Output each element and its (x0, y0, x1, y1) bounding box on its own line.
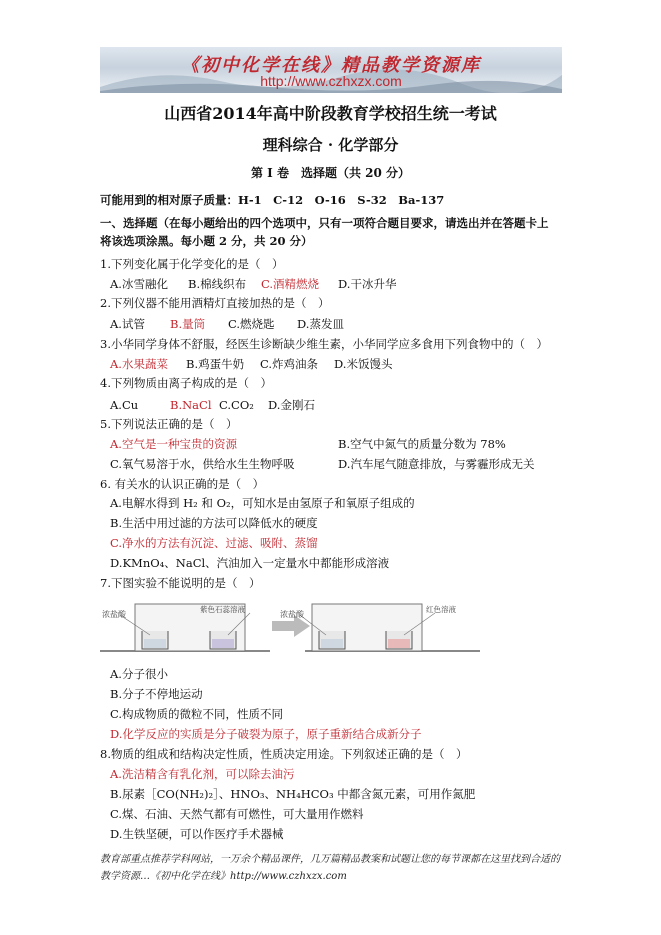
question-5-option-b: B.空气中氮气的质量分数为 78% (338, 437, 506, 451)
instructions-line-2: 将该选项涂黑。每小题 2 分，共 20 分） (100, 234, 313, 248)
question-5-option-a: A.空气是一种宝贵的资源 (110, 437, 237, 451)
banner-url[interactable]: http://www.czhxzx.com (260, 73, 402, 89)
banner-title: 《初中化学在线》精品教学资源库 (181, 55, 481, 76)
question-7-stem: 7.下图实验不能说明的是（ ） (100, 576, 261, 590)
question-6-option-b: B.生活中用过滤的方法可以降低水的硬度 (110, 516, 318, 530)
question-1-option-c: C.酒精燃烧 (261, 277, 320, 291)
experiment-figure (100, 601, 560, 656)
question-4-option-a: A.Cu (110, 398, 139, 412)
question-6-option-d: D.KMnO₄、NaCl、汽油加入一定量水中都能形成溶液 (110, 556, 390, 570)
question-5-option-c: C.氧气易溶于水，供给水生生物呼吸 (110, 457, 295, 471)
question-1-option-b: B.棉线织布 (188, 277, 247, 291)
footer-note (100, 851, 570, 885)
question-3-option-d: D.米饭馒头 (334, 357, 393, 371)
question-2-option-a: A.试管 (110, 317, 145, 331)
question-3-stem: 3.小华同学身体不舒服，经医生诊断缺少维生素，小华同学应多食用下列食物中的（ ） (100, 337, 548, 351)
question-8-option-d: D.生铁坚硬，可以作医疗手术器械 (110, 827, 284, 841)
question-8-option-b: B.尿素［CO(NH₂)₂］、HNO₃、NH₄HCO₃ 中都含氮元素，可用作氮肥 (110, 787, 476, 801)
question-4-stem: 4.下列物质由离子构成的是（ ） (100, 376, 272, 390)
question-5-stem: 5.下列说法正确的是（ ） (100, 417, 238, 431)
question-2-option-c: C.燃烧匙 (228, 317, 275, 331)
question-3-option-b: B.鸡蛋牛奶 (186, 357, 245, 371)
question-4-option-d: D.金刚石 (268, 398, 315, 412)
question-3-option-c: C.炸鸡油条 (260, 357, 319, 371)
question-8-option-a: A.洗洁精含有乳化剂，可以除去油污 (110, 767, 295, 781)
question-5-option-d: D.汽车尾气随意排放，与雾霾形成无关 (338, 457, 535, 471)
question-7-option-d: D.化学反应的实质是分子破裂为原子，原子重新结合成新分子 (110, 727, 422, 741)
question-7-option-a: A.分子很小 (110, 667, 168, 681)
exam-title: 山西省2014年高中阶段教育学校招生统一考试 (164, 104, 497, 123)
footer-line-1: 教育部重点推荐学科网站，一万余个精品课件，几万篇精品教案和试题让您的每节课都在这里找到合适的 (100, 854, 560, 865)
question-2-option-d: D.蒸发皿 (297, 317, 344, 331)
question-6-option-a: A.电解水得到 H₂ 和 O₂，可知水是由氢原子和氧原子组成的 (110, 496, 415, 510)
right-indicator-label: 红色溶液 (426, 605, 456, 614)
question-8-option-c: C.煤、石油、天然气都有可燃性，可大量用作燃料 (110, 807, 364, 821)
question-2-option-b: B.量筒 (170, 317, 206, 331)
atomic-masses: 可能用到的相对原子质量：H-1 C-12 O-16 S-32 Ba-137 (100, 193, 445, 207)
right-acid-label: 浓盐酸 (280, 610, 304, 619)
header-banner (100, 47, 562, 93)
question-1-option-d: D.干冰升华 (338, 277, 397, 291)
question-4-option-c: C.CO₂ (219, 398, 254, 412)
footer-line-2[interactable]: 教学资源…《初中化学在线》http://www.czhxzx.com (100, 871, 347, 882)
exam-subtitle: 理科综合 · 化学部分 (262, 136, 399, 154)
question-6-stem: 6. 有关水的认识正确的是（ ） (100, 477, 265, 491)
question-7-option-c: C.构成物质的微粒不同，性质不同 (110, 707, 284, 721)
left-acid-label: 浓盐酸 (102, 610, 126, 619)
question-6-option-c: C.净水的方法有沉淀、过滤、吸附、蒸馏 (110, 536, 318, 550)
question-8-stem: 8.物质的组成和结构决定性质，性质决定用途。下列叙述正确的是（ ） (100, 747, 468, 761)
section-title: 第 I 卷 选择题（共 20 分） (250, 166, 411, 180)
question-7-option-b: B.分子不停地运动 (110, 687, 203, 701)
question-4-option-b: B.NaCl (170, 398, 212, 412)
question-3-option-a: A.水果蔬菜 (110, 357, 168, 371)
instructions-line-1: 一、选择题（在每小题给出的四个选项中，只有一项符合题目要求，请选出并在答题卡上 (100, 216, 549, 230)
question-1-stem: 1.下列变化属于化学变化的是（ ） (100, 257, 284, 271)
question-1-option-a: A.冰雪融化 (110, 277, 168, 291)
question-2-stem: 2.下列仪器不能用酒精灯直接加热的是（ ） (100, 296, 330, 310)
left-indicator-label: 紫色石蕊溶液 (200, 605, 245, 614)
